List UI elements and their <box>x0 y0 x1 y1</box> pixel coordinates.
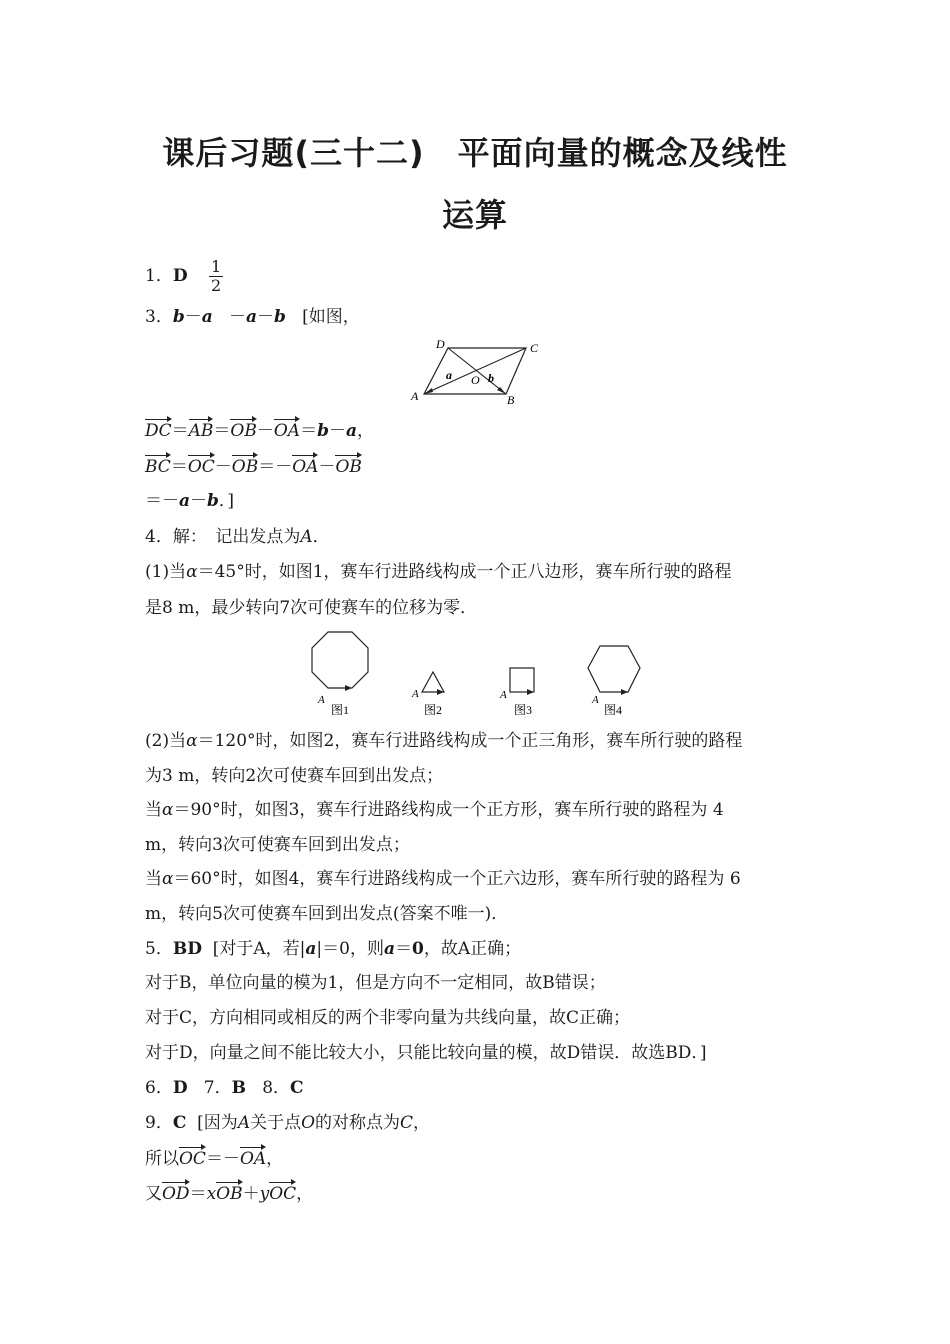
answer-4-p4b: m，转向5次可使赛车回到出发点(答案不唯一)． <box>145 904 509 924</box>
label-A: A <box>411 389 419 403</box>
answer-1: 1．D $\frac{1}{2}$ <box>145 257 222 295</box>
answer-5-l4: 对于D，向量之间不能比较大小，只能比较向量的模，故D错误．故选BD．] <box>145 1043 707 1063</box>
octagon <box>312 632 368 688</box>
answer-9: 9．C [因为A关于点O的对称点为C， <box>145 1113 431 1133</box>
answer-5: 5．BD [对于A，若|a|＝0，则a＝0，故A正确； <box>145 939 522 959</box>
label-b: b <box>488 371 494 385</box>
answer-5-l3: 对于C，方向相同或相反的两个非零向量为共线向量，故C正确； <box>145 1008 631 1028</box>
answer-4-p4a: 当α＝60°时，如图4，赛车行进路线构成一个正六边形，赛车所行驶的路程为 6 <box>145 869 741 889</box>
label-O: O <box>471 373 480 387</box>
equation-dc: DC＝AB＝OB－OA＝b－a， <box>145 418 374 442</box>
fig3-caption: 图3 <box>514 703 533 717</box>
fig4-start-label: A <box>592 694 599 706</box>
fig1-caption: 图1 <box>331 703 350 717</box>
fig3-start-label: A <box>500 689 507 701</box>
arrow-icon <box>527 689 534 695</box>
arrow-icon <box>345 685 352 691</box>
fig2-caption: 图2 <box>424 703 443 717</box>
fig2-start-label: A <box>412 688 419 700</box>
label-C: C <box>530 341 539 355</box>
answer-4-p1a: (1)当α＝45°时，如图1，赛车行进路线构成一个正八边形，赛车所行驶的路程 <box>145 562 732 582</box>
fraction-one-half: $\frac{1}{2}$ <box>210 257 222 295</box>
equation-bc: BC＝OC－OB＝－OA－OB <box>145 454 362 478</box>
square <box>510 668 534 692</box>
answer-4-p2b: 为3 m，转向2次可使赛车回到出发点； <box>145 766 444 786</box>
label-a: a <box>446 368 452 382</box>
page-title-line2: 运算 <box>441 196 508 234</box>
triangle <box>422 672 444 692</box>
answer-9-l3: 又OD＝xOB＋yOC， <box>145 1181 313 1205</box>
answer-4-p3a: 当α＝90°时，如图3，赛车行进路线构成一个正方形，赛车所行驶的路程为 4 <box>145 800 724 820</box>
answer-3: 3．b－a －a－b [如图， <box>145 307 360 327</box>
label-D: D <box>436 338 445 351</box>
polygon-figures <box>304 628 664 720</box>
diagonal-db <box>448 348 506 394</box>
arrow-icon <box>621 689 628 695</box>
parallelogram-figure <box>408 338 558 410</box>
answer-9-l2: 所以OC＝－OA， <box>145 1146 283 1170</box>
answer-4-p1b: 是8 m，最少转向7次可使赛车的位移为零． <box>145 598 478 618</box>
answer-4-p2a: (2)当α＝120°时，如图2，赛车行进路线构成一个正三角形，赛车所行驶的路程 <box>145 731 743 751</box>
equation-result: ＝－a－b．] <box>145 491 235 511</box>
answer-4-p3b: m，转向3次可使赛车回到出发点； <box>145 835 410 855</box>
diagonal-ac <box>424 348 526 394</box>
answers-6-7-8: 6．D 7．B 8．C <box>145 1078 304 1098</box>
fig1-start-label: A <box>318 694 325 706</box>
label-B: B <box>507 393 515 407</box>
page-title: 课后习题(三十二) 平面向量的概念及线性 <box>162 134 788 172</box>
answer-5-l2: 对于B，单位向量的模为1，但是方向不一定相同，故B错误； <box>145 973 606 993</box>
fig4-caption: 图4 <box>604 703 623 717</box>
answer-4-head: 4．解： 记出发点为A． <box>145 527 330 547</box>
hexagon <box>588 646 640 692</box>
